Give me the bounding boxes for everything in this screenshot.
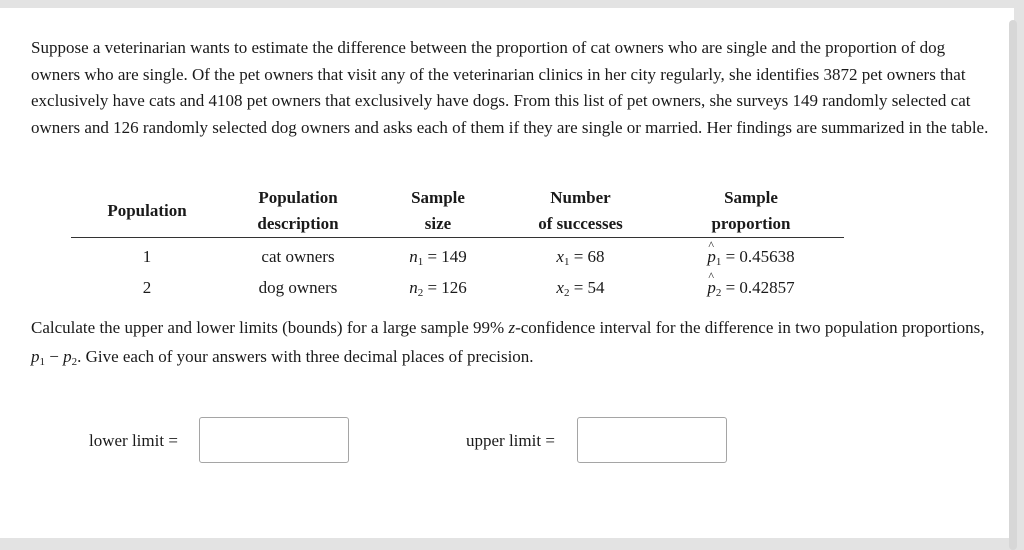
- sub-n: 2: [417, 286, 424, 299]
- header-size-line1: Sample: [411, 188, 465, 207]
- val-n: = 149: [423, 246, 467, 266]
- var-n: n: [409, 277, 418, 297]
- question-part-a: Calculate the upper and lower limits (bounds) for a large sample 99%: [31, 318, 509, 337]
- sub-p: 2: [715, 286, 722, 299]
- cell-proportion: [658, 238, 844, 273]
- sub-n: 1: [417, 255, 424, 268]
- lower-limit-label: lower limit =: [89, 431, 178, 450]
- lower-limit-input[interactable]: [199, 417, 349, 463]
- header-description-line2: description: [257, 214, 339, 233]
- cell-description: cat owners: [261, 246, 335, 266]
- upper-limit-label: upper limit =: [466, 431, 555, 450]
- table-row: [71, 238, 844, 273]
- sub-x: 2: [563, 286, 570, 299]
- var-p1: p: [31, 346, 40, 366]
- val-x: = 54: [569, 277, 605, 297]
- header-successes: [503, 185, 658, 238]
- var-n: n: [409, 246, 418, 266]
- var-z: z: [508, 318, 516, 337]
- header-description: [223, 185, 373, 238]
- scrollbar[interactable]: [1009, 20, 1017, 550]
- cell-proportion: [658, 272, 844, 303]
- header-population: Population: [71, 185, 223, 238]
- question-page: [0, 8, 1014, 538]
- header-size-line2: size: [424, 214, 452, 233]
- var-p-hat: ^ p: [707, 247, 716, 267]
- cell-description: dog owners: [258, 277, 338, 297]
- cell-population: 2: [142, 277, 152, 297]
- answer-row: [0, 417, 1014, 463]
- var-p-hat: ^ p: [707, 278, 716, 298]
- val-p: = 0.42857: [721, 277, 795, 297]
- val-n: = 126: [423, 277, 467, 297]
- val-p: = 0.45638: [721, 246, 795, 266]
- var-x: x: [556, 246, 564, 266]
- sub-p: 1: [715, 255, 722, 268]
- sub-x: 1: [563, 255, 570, 268]
- cell-sample-size: [373, 272, 503, 303]
- upper-limit-input[interactable]: [577, 417, 727, 463]
- question-part-b: -confidence interval for the difference in two population proportions,: [515, 318, 985, 337]
- val-x: = 68: [569, 246, 605, 266]
- sub-p1: 1: [39, 355, 45, 368]
- cell-population: 1: [142, 246, 152, 266]
- header-proportion-line1: Sample: [724, 188, 778, 207]
- var-p2: p: [63, 346, 72, 366]
- sub-p2: 2: [71, 355, 78, 368]
- header-successes-line1: Number: [550, 188, 611, 207]
- cell-successes: [503, 238, 658, 273]
- var-x: x: [556, 277, 564, 297]
- header-proportion-line2: proportion: [711, 214, 791, 233]
- header-sample-size: [373, 185, 503, 238]
- table-header-row: [71, 185, 844, 238]
- cell-successes: [503, 272, 658, 303]
- header-proportion: [658, 185, 844, 238]
- header-successes-line2: of successes: [538, 214, 623, 233]
- header-description-line1: Population: [258, 188, 338, 207]
- cell-sample-size: [373, 238, 503, 273]
- table-row: [71, 272, 844, 303]
- question-text: [31, 314, 991, 371]
- question-part-c: . Give each of your answers with three decimal places of precision.: [77, 346, 534, 366]
- intro-text: Suppose a veterinarian wants to estimate the difference between the proportion of cat owners who are single and the proportion of dog owners who are single. Of the pet owners that visit any of the veterinarian clinics in her city regularly, she identifies 3872 pet owners that exclusively have cats and 4108 pet owners that exclusively have dogs. From this list of pet owners, she surveys 149 randomly selected cat owners and 126 randomly selected dog owners and asks each of them if they are single or married. Her findings are summarized in the table.: [31, 38, 989, 137]
- minus-sign: −: [45, 346, 64, 366]
- summary-table: [71, 185, 844, 303]
